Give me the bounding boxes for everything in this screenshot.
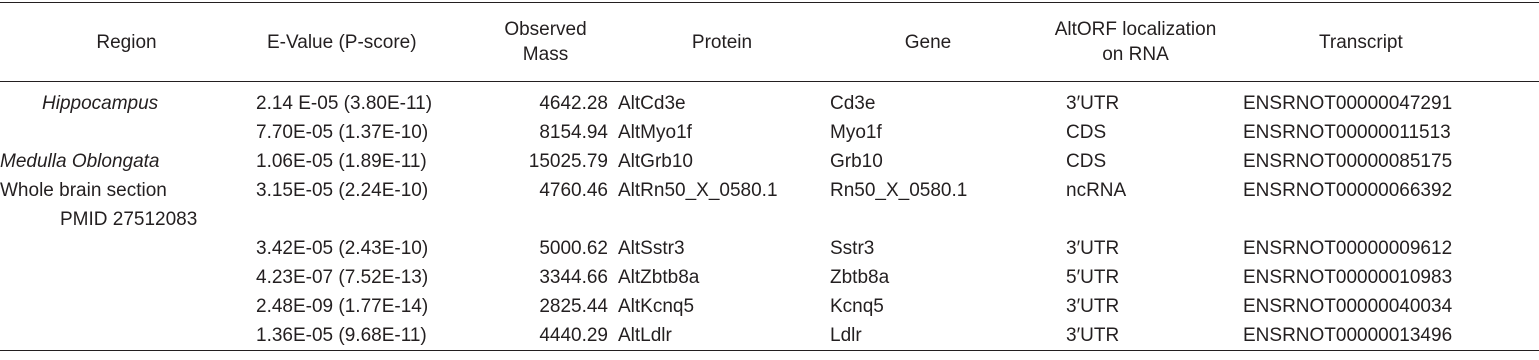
cell-protein: AltLdlr bbox=[616, 321, 828, 351]
cell-mass: 5000.62 bbox=[539, 238, 608, 259]
cell-gene: Myo1f bbox=[830, 122, 882, 143]
header-observed-mass bbox=[475, 3, 616, 82]
cell-mass: 4642.28 bbox=[539, 93, 608, 114]
cell-region: Medulla Oblongata bbox=[0, 151, 160, 172]
cell-localization: CDS bbox=[1066, 122, 1107, 143]
cell-region bbox=[0, 118, 253, 147]
header-mass-line1: Observed bbox=[504, 19, 587, 40]
cell-localization: CDS bbox=[1066, 151, 1107, 172]
cell-gene: Zbtb8a bbox=[830, 267, 890, 288]
cell-gene: Grb10 bbox=[830, 151, 883, 172]
cell-gene: Rn50_X_0580.1 bbox=[830, 180, 968, 201]
cell-gene: Cd3e bbox=[830, 93, 876, 114]
cell-protein: AltRn50_X_0580.1 bbox=[618, 180, 778, 201]
table-row bbox=[0, 292, 1539, 321]
cell-gene: Kcnq5 bbox=[830, 296, 884, 317]
cell-protein: AltSstr3 bbox=[618, 238, 685, 259]
header-transcript: Transcript bbox=[1243, 3, 1539, 82]
header-loc-line2: on RNA bbox=[1102, 44, 1169, 65]
cell-transcript: ENSRNOT00000085175 bbox=[1243, 151, 1453, 172]
header-row bbox=[0, 3, 1539, 82]
cell-mass: 4760.46 bbox=[539, 180, 608, 201]
cell-evalue: 2.48E-09 (1.77E-14) bbox=[256, 296, 429, 317]
cell-transcript: ENSRNOT00000013496 bbox=[1243, 321, 1539, 351]
cell-transcript: ENSRNOT00000047291 bbox=[1243, 93, 1453, 114]
cell-mass: 2825.44 bbox=[539, 296, 608, 317]
cell-region bbox=[0, 263, 253, 292]
region-line1: Whole brain section bbox=[0, 180, 167, 201]
cell-localization: 5′UTR bbox=[1066, 267, 1120, 288]
table-row bbox=[0, 176, 1539, 234]
header-region: Region bbox=[0, 3, 253, 82]
cell-transcript: ENSRNOT00000066392 bbox=[1243, 180, 1453, 201]
cell-localization: 3′UTR bbox=[1066, 238, 1120, 259]
table-row bbox=[0, 263, 1539, 292]
cell-region bbox=[0, 321, 253, 351]
header-altorf-localization bbox=[1028, 3, 1243, 82]
header-loc-line1: AltORF localization bbox=[1054, 19, 1217, 40]
cell-evalue: 7.70E-05 (1.37E-10) bbox=[256, 122, 429, 143]
cell-protein: AltKcnq5 bbox=[618, 296, 695, 317]
cell-evalue: 2.14 E-05 (3.80E-11) bbox=[256, 93, 433, 114]
cell-localization: ncRNA bbox=[1066, 180, 1127, 201]
cell-evalue: 3.42E-05 (2.43E-10) bbox=[256, 238, 429, 259]
header-evalue: E-Value (P-score) bbox=[253, 3, 475, 82]
cell-localization: 3′UTR bbox=[1066, 296, 1120, 317]
cell-mass: 3344.66 bbox=[539, 267, 608, 288]
header-protein: Protein bbox=[616, 3, 828, 82]
cell-evalue: 1.36E-05 (9.68E-11) bbox=[253, 321, 475, 351]
cell-transcript: ENSRNOT00000011513 bbox=[1243, 122, 1451, 143]
header-gene: Gene bbox=[828, 3, 1028, 82]
cell-transcript: ENSRNOT00000040034 bbox=[1243, 296, 1453, 317]
cell-localization: 3′UTR bbox=[1066, 93, 1120, 114]
cell-region-multiline bbox=[0, 176, 253, 234]
cell-gene: Ldlr bbox=[828, 321, 1028, 351]
cell-protein: AltCd3e bbox=[618, 93, 686, 114]
cell-mass: 4440.29 bbox=[475, 321, 616, 351]
table-row bbox=[0, 118, 1539, 147]
cell-transcript: ENSRNOT00000010983 bbox=[1243, 267, 1453, 288]
cell-mass: 15025.79 bbox=[528, 151, 608, 172]
cell-evalue: 4.23E-07 (7.52E-13) bbox=[256, 267, 429, 288]
cell-region bbox=[0, 234, 253, 263]
altorf-table bbox=[0, 2, 1539, 351]
cell-region: Hippocampus bbox=[42, 93, 159, 114]
region-line2: PMID 27512083 bbox=[60, 209, 198, 230]
table-body bbox=[0, 82, 1539, 351]
cell-mass: 8154.94 bbox=[539, 122, 608, 143]
table-row bbox=[0, 82, 1539, 119]
cell-evalue: 3.15E-05 (2.24E-10) bbox=[256, 180, 429, 201]
cell-gene: Sstr3 bbox=[830, 238, 875, 259]
table-row bbox=[0, 147, 1539, 176]
cell-localization: 3′UTR bbox=[1028, 321, 1243, 351]
header-mass-line2: Mass bbox=[522, 44, 569, 65]
cell-evalue: 1.06E-05 (1.89E-11) bbox=[256, 151, 427, 172]
cell-region bbox=[0, 292, 253, 321]
table-row bbox=[0, 321, 1539, 351]
table-row bbox=[0, 234, 1539, 263]
cell-protein: AltZbtb8a bbox=[618, 267, 700, 288]
cell-protein: AltMyo1f bbox=[618, 122, 692, 143]
cell-protein: AltGrb10 bbox=[618, 151, 693, 172]
cell-transcript: ENSRNOT00000009612 bbox=[1243, 238, 1453, 259]
